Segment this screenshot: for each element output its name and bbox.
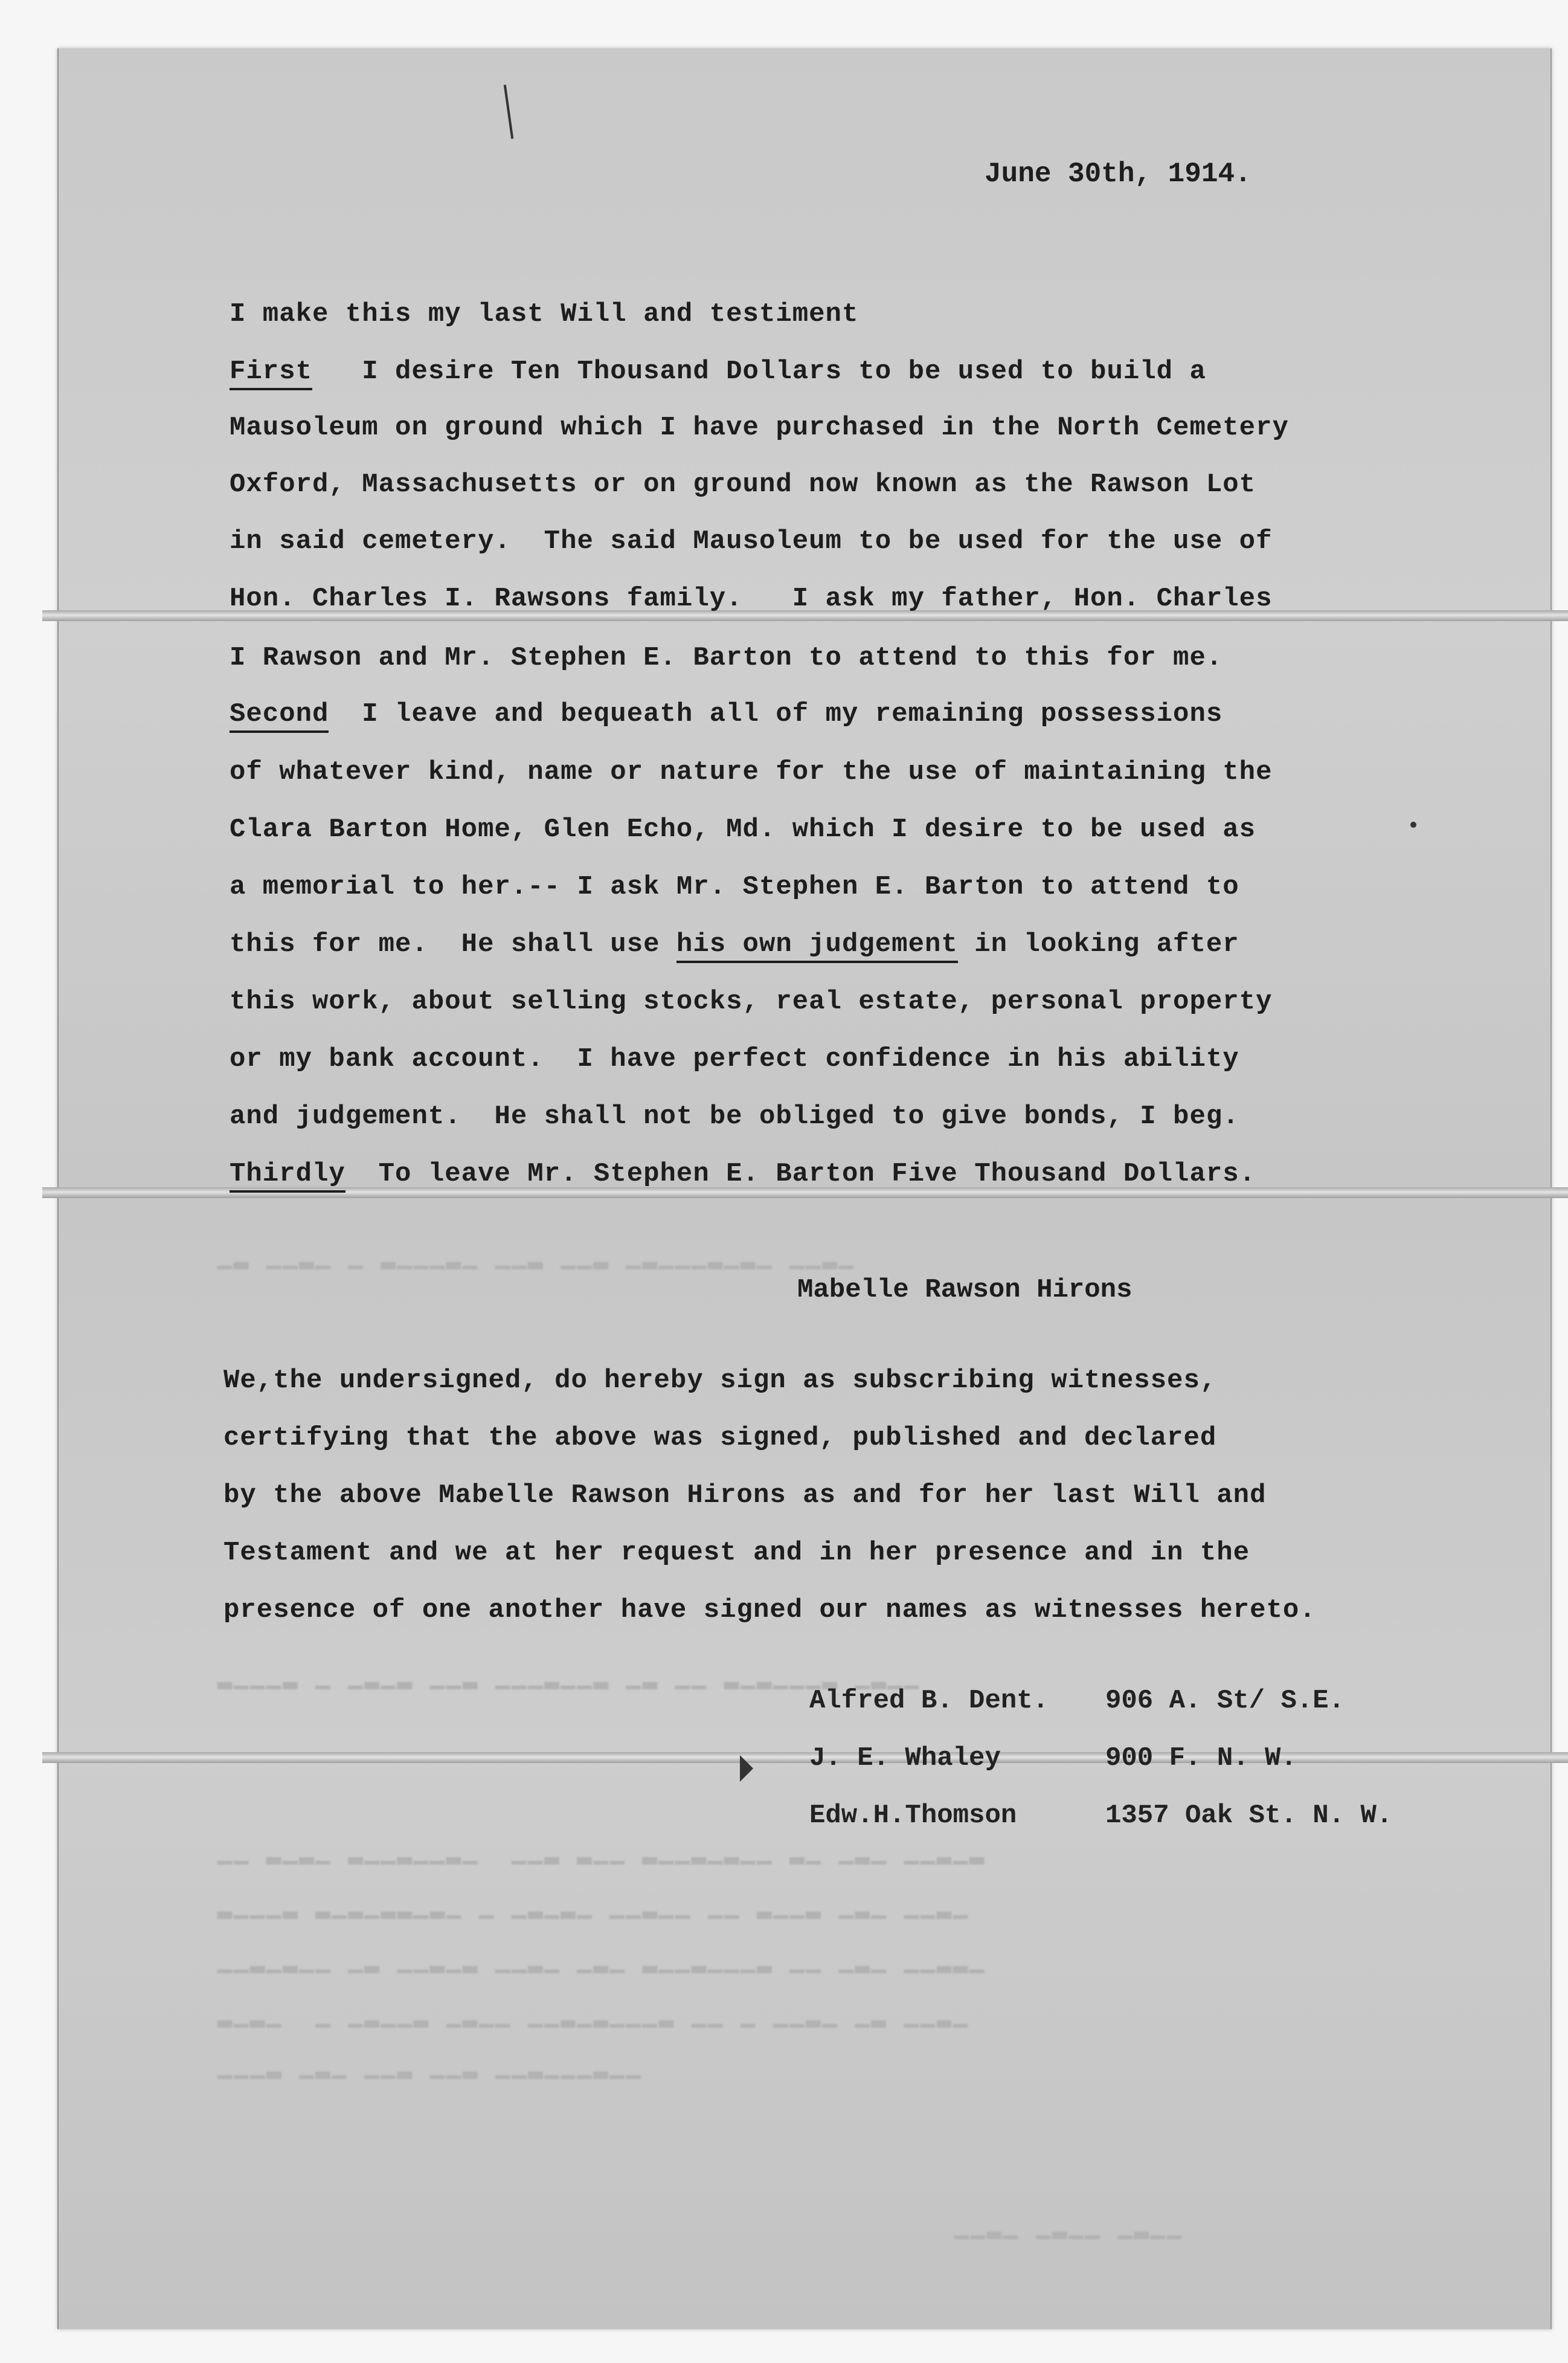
- witness-address: 900 F. N. W.: [1105, 1743, 1297, 1773]
- body-line: Second I leave and bequeath all of my remaining possessions: [230, 699, 1223, 729]
- witness-address: 906 A. St/ S.E.: [1105, 1686, 1345, 1716]
- bleed-through-texture: ▂▁▁▁▂ ▂▁▂▁▂▂▁▂▁ ▁ ▁▂▁▂▁ ▁▁▂▁▁ ▁▁ ▂▁▁▂ ▁▂▁ ▁▁▂▁: [217, 1894, 970, 1921]
- body-line: this work, about selling stocks, real estate, personal property: [230, 987, 1273, 1017]
- attestation-line: certifying that the above was signed, published and declared: [223, 1423, 1217, 1453]
- letter-date: June 30th, 1914.: [985, 158, 1252, 190]
- attestation-line: Testament and we at her request and in her presence and in the: [223, 1538, 1250, 1568]
- body-line: in said cemetery. The said Mausoleum to be used for the use of: [230, 526, 1273, 556]
- body-line: of whatever kind, name or nature for the use of maintaining the: [230, 757, 1273, 787]
- witness-name: Alfred B. Dent.: [809, 1686, 1049, 1716]
- bleed-through-texture: ▁▁▂▁▂▁▁ ▁▂ ▁▁▂▁▂ ▁▁▂▁ ▁▂▁ ▂▁▁▂▁▁▁▂ ▁▁ ▁▂▁ ▁▁▂▂▁: [217, 1948, 986, 1975]
- bleed-through-texture: ▂▁▁▁▂ ▁ ▁▂▁▂ ▁▁▂ ▁▁▁▂▁▁▂ ▁▂ ▁▁ ▂▁▂▁▁▁▂ ▁▂▁▁: [217, 1664, 921, 1691]
- witness-name: Edw.H.Thomson: [809, 1800, 1017, 1831]
- body-line: Thirdly To leave Mr. Stephen E. Barton Five Thousand Dollars.: [230, 1159, 1256, 1189]
- witness-name: J. E. Whaley: [809, 1743, 1001, 1773]
- body-line: this for me. He shall use his own judgement in looking after: [230, 929, 1239, 959]
- attestation-line: presence of one another have signed our names as witnesses hereto.: [223, 1595, 1316, 1625]
- body-line: I Rawson and Mr. Stephen E. Barton to attend to this for me.: [230, 643, 1223, 673]
- testator-signature: Mabelle Rawson Hirons: [797, 1275, 1133, 1305]
- body-line: Oxford, Massachusetts or on ground now known as the Rawson Lot: [230, 469, 1256, 500]
- section-heading-second: Second: [230, 699, 329, 733]
- bleed-through-texture: ▁▁▁▂ ▁▂▁ ▁▁▂ ▁▁▂ ▁▁▂▁▁▁▂▁▁: [217, 2054, 643, 2081]
- body-line: Clara Barton Home, Glen Echo, Md. which I desire to be used as: [230, 814, 1256, 845]
- body-line: and judgement. He shall not be obliged to give bonds, I beg.: [230, 1101, 1239, 1132]
- witness-address: 1357 Oak St. N. W.: [1105, 1800, 1393, 1831]
- attestation-line: We,the undersigned, do hereby sign as subscribing witnesses,: [223, 1365, 1217, 1396]
- attestation-line: by the above Mabelle Rawson Hirons as and for her last Will and: [223, 1480, 1267, 1510]
- underlined-phrase: his own judgement: [676, 929, 958, 963]
- body-line: I make this my last Will and testiment: [230, 299, 859, 329]
- body-line: a memorial to her.-- I ask Mr. Stephen E. Barton to attend to: [230, 872, 1239, 902]
- bleed-through-texture: ▂▁▂▁ ▁ ▁▂▁▁▂ ▁▂▁▁ ▁▁▂▁▂▁▁▁▂ ▁▁ ▁ ▁▁▂▁ ▁▂ ▁▁▂▁: [217, 2002, 969, 2029]
- body-line: First I desire Ten Thousand Dollars to be used to build a: [230, 356, 1206, 387]
- body-line: Hon. Charles I. Rawsons family. I ask my father, Hon. Charles: [230, 584, 1273, 614]
- ink-dot: [1410, 822, 1416, 828]
- bleed-through-texture: ▁▁ ▂▁▂▁ ▂▁▁▂▁▁▂▁ ▁▁▂ ▂▁▁ ▂▁▁▂▁▂▁▁ ▂▁ ▁▂▁ ▁▁▂▁▂: [217, 1839, 986, 1866]
- body-line: or my bank account. I have perfect confidence in his ability: [230, 1044, 1239, 1074]
- arrow-mark-icon: [740, 1755, 753, 1782]
- section-heading-first: First: [230, 356, 312, 390]
- paper-fold: [42, 1752, 1568, 1763]
- section-heading-thirdly: Thirdly: [230, 1159, 345, 1193]
- bleed-through-texture: ▁▂ ▁▁▂▁ ▁ ▂▁▁▁▂▁ ▁▁▂ ▁▁▂ ▁▂▁▁▁▂▁▂▁ ▁▁▂▁: [217, 1244, 855, 1271]
- bleed-through-texture: ▁▁▂▁ ▁▂▁▁ ▁▂▁▁: [954, 2214, 1183, 2241]
- body-line: Mausoleum on ground which I have purchased in the North Cemetery: [230, 413, 1289, 443]
